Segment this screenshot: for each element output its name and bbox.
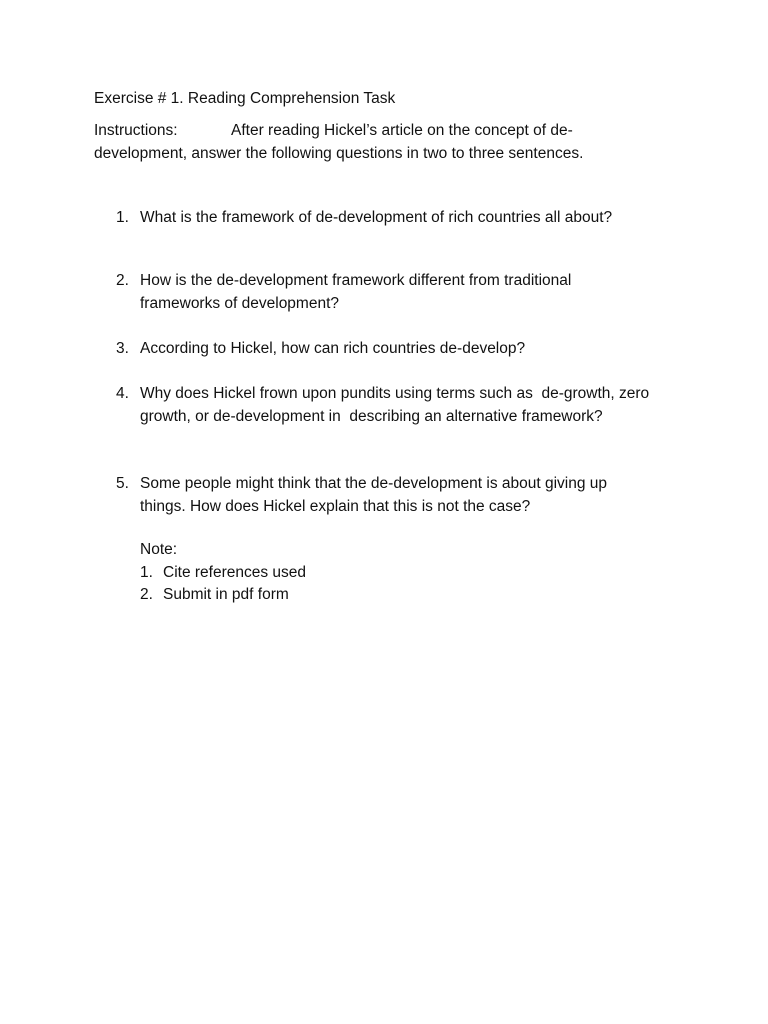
question-text: How is the de-development framework different from traditional frameworks of development? bbox=[140, 272, 572, 312]
question-text: What is the framework of de-development of rich countries all about? bbox=[140, 209, 613, 226]
question-number: 2. bbox=[116, 272, 129, 289]
exercise-title: Exercise # 1. Reading Comprehension Task bbox=[94, 90, 396, 107]
question-number: 1. bbox=[116, 209, 129, 226]
note-text: Submit in pdf form bbox=[163, 586, 289, 603]
question-text: According to Hickel, how can rich countries de-develop? bbox=[140, 340, 526, 357]
note-text: Cite references used bbox=[163, 564, 307, 581]
question-number: 5. bbox=[116, 475, 129, 492]
note-number: 1. bbox=[140, 564, 153, 581]
note-item bbox=[140, 584, 289, 607]
question-text: Some people might think that the de-development is about giving up things. How does Hickel explain that this is not the case? bbox=[140, 475, 608, 515]
instructions-text: After reading Hickel’s article on the concept of de-development, answer the following questions in two to three sentences. bbox=[94, 122, 584, 162]
note-title: Note: bbox=[140, 541, 178, 558]
instructions bbox=[94, 120, 664, 165]
question-text: Why does Hickel frown upon pundits using terms such as de-growth, zero growth, or de-development in describing an alternative framework? bbox=[140, 385, 654, 425]
question-number: 3. bbox=[116, 340, 129, 357]
note-number: 2. bbox=[140, 586, 153, 603]
note-item bbox=[140, 562, 306, 585]
instructions-label: Instructions: bbox=[94, 122, 178, 139]
question-number: 4. bbox=[116, 385, 129, 402]
